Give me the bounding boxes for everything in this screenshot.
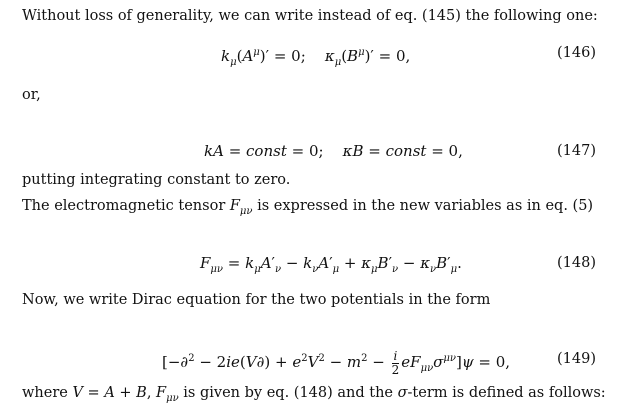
equation-149: [$-\partial^2 - 2ie(V\partial) + e^2V^2 - m^2$ − $\frac{i}{2}$ $eF_{\mu\nu}\sigma^{\mu\nu}]\psi = 0$, — [162, 348, 511, 377]
paragraph-em-tensor-text-a: The electromagnetic tensor — [22, 198, 230, 214]
equation-number-149: (149) — [557, 351, 596, 367]
equation-148: $F_{\mu\nu} = k_\mu A'_\nu - k_\nu A'_\mu + \kappa_\mu B'_\nu - \kappa_\nu B'_\mu$. — [200, 254, 462, 275]
paragraph-where-text-a: where — [22, 385, 73, 401]
paragraph-where: where V = A + B, $F_{\mu\nu}$ is given by eq. (148) and the σ-term is defined as follows: — [22, 385, 606, 404]
paragraph-dirac: Now, we write Dirac equation for the two potentials in the form — [22, 292, 491, 308]
equation-146: $k_\mu(A^\mu)' = 0$; $\kappa_\mu(B^\mu)' = 0$, — [221, 47, 411, 68]
tensor-symbol: $F_{\mu\nu}$ — [229, 198, 253, 217]
equation-147: kA = const = 0; κB = const = 0, — [204, 142, 463, 160]
fraction-i-over-2: $\frac{i}{2}$ — [391, 348, 400, 377]
sigma-symbol: σ — [397, 385, 408, 401]
paragraph-integrating-constant: putting integrating constant to zero. — [22, 172, 291, 188]
tensor-symbol-2: $F_{\mu\nu}$ — [156, 385, 179, 404]
paragraph-em-tensor-text-b: is expressed in the new variables as in eq. (5) — [252, 198, 594, 214]
equation-number-147: (147) — [557, 143, 596, 159]
equation-number-146: (146) — [557, 45, 596, 61]
paragraph-em-tensor — [22, 197, 593, 221]
v-definition: V — [72, 385, 83, 401]
paragraph-or: or, — [22, 87, 41, 103]
equation-number-148: (148) — [557, 255, 596, 271]
paragraph-where-text-b: is given by eq. (148) and the — [178, 385, 398, 401]
paragraph-where-text-c: -term is defined as follows: — [407, 385, 606, 401]
paragraph-intro: Without loss of generality, we can write instead of eq. (145) the following one: — [22, 8, 598, 24]
